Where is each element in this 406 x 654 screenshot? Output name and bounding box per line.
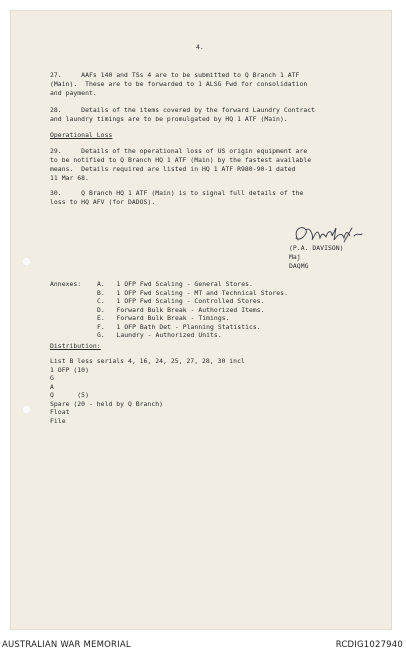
para-29-line-3: means. Details required are listed in HQ 1 ATF R980-90-1 dated: [50, 165, 296, 173]
para-29-line-2: to be notified to Q Branch HQ 1 ATF (Main) by the fastest available: [50, 156, 312, 164]
footer-source: AUSTRALIAN WAR MEMORIAL: [2, 640, 131, 650]
distribution-line: Q (5): [50, 391, 89, 399]
distribution-line: Spare (20 - held by Q Branch): [50, 399, 164, 408]
distribution-line: Float: [50, 408, 70, 416]
para-27-line-3: and payment.: [50, 89, 97, 97]
page-number: 4.: [196, 43, 204, 51]
distribution-line: File: [50, 416, 66, 425]
punch-hole-top: [22, 257, 31, 266]
distribution-line: G: [50, 374, 54, 382]
signatory-name: (P.A. DAVISON): [289, 244, 344, 252]
para-28-line-1: 28. Details of the items covered by the forward Laundry Contract: [50, 106, 316, 114]
distribution-heading: Distribution:: [50, 342, 101, 350]
annex-item: B. 1 OFP Fwd Scaling - MT and Technical Stores.: [97, 288, 288, 297]
punch-hole-bottom: [22, 405, 31, 414]
para-29-line-4: 11 Mar 68.: [50, 174, 89, 182]
annex-item: E. Forward Bulk Break - Timings.: [97, 314, 230, 322]
operational-loss-heading: Operational Loss: [50, 131, 113, 139]
para-30-line-2: loss to HQ AFV (for DADOS).: [50, 198, 156, 206]
annex-item: A. 1 OFP Fwd Scaling - General Stores.: [97, 280, 253, 288]
annexes-label: Annexes:: [50, 280, 82, 288]
annex-item: G. Laundry - Authorized Units.: [97, 331, 222, 339]
distribution-line: List B less serials 4, 16, 24, 25, 27, 28, 30 incl: [50, 357, 245, 365]
annex-item: F. 1 OFP Bath Det - Planning Statistics.: [97, 322, 261, 331]
footer-record-id: RCDIG1027940: [335, 640, 403, 650]
para-29-line-1: 29. Details of the operational loss of US origin equipment are: [50, 147, 308, 155]
para-27-line-1: 27. AAFs 140 and TSs 4 are to be submitted to Q Branch 1 ATF: [50, 71, 300, 79]
annex-item: C. 1 OFP Fwd Scaling - Controlled Stores.: [97, 297, 265, 305]
para-28-line-2: and laundry timings are to be promulgated by HQ 1 ATF (Main).: [50, 115, 288, 123]
distribution-line: 1 OFP (10): [50, 365, 89, 374]
para-27-line-2: (Main). These are to be forwarded to 1 ALSG Fwd for consolidation: [50, 80, 308, 88]
signatory-appointment: DAQMG: [289, 262, 309, 270]
para-30-line-1: 30. Q Branch HQ 1 ATF (Main) is to signal full details of the: [50, 189, 304, 197]
signatory-rank: Maj: [289, 253, 301, 261]
annex-item: D. Forward Bulk Break - Authorized Items.: [97, 305, 265, 314]
distribution-line: A: [50, 382, 54, 391]
